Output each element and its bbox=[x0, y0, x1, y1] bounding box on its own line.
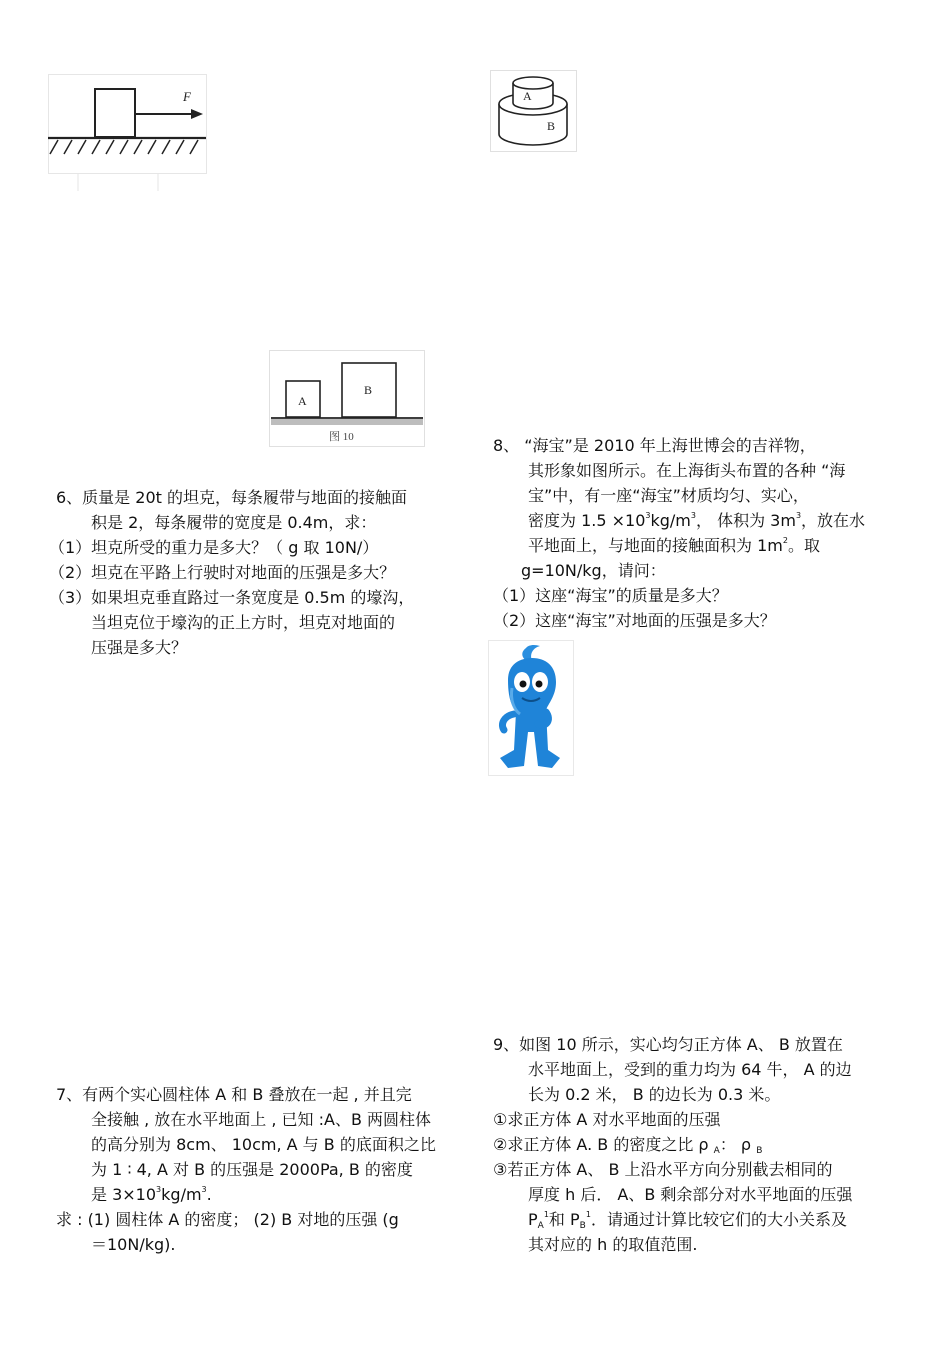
q6-line-5: （3）如果坦克垂直路过一条宽度是 0.5m 的壕沟， bbox=[49, 588, 415, 607]
q6-line-1: 6、质量是 20t 的坦克，每条履带与地面的接触面 bbox=[56, 488, 407, 507]
force-label: F bbox=[183, 89, 191, 104]
question-7 bbox=[56, 1082, 436, 1257]
q9-line-5: ②求正方体 A. B 的密度之比 ρ $_A$： ρ $_B$ bbox=[493, 1135, 763, 1156]
q6-line-3: （1）坦克所受的重力是多大？（ g 取 10N/） bbox=[49, 538, 379, 557]
q8-line-6: g=10N/kg，请问： bbox=[521, 561, 666, 580]
q9-line-9: 其对应的 h 的取值范围. bbox=[528, 1235, 698, 1254]
q9-line-4: ①求正方体 A 对水平地面的压强 bbox=[493, 1110, 721, 1129]
q8-line-1: 8、 “海宝”是 2010 年上海世博会的吉祥物， bbox=[493, 436, 816, 455]
stacked-cylinders-figure bbox=[490, 70, 577, 152]
cylinder-b-label: B bbox=[547, 119, 556, 133]
q9-line-3: 长为 0.2 米， B 的边长为 0.3 米。 bbox=[528, 1085, 781, 1104]
cylinder-a-label: A bbox=[523, 89, 532, 103]
q6-line-4: （2）坦克在平路上行驶时对地面的压强是多大？ bbox=[49, 563, 396, 582]
q7-line-3: 的高分别为 8cm、 10cm, A 与 B 的底面积之比 bbox=[91, 1135, 436, 1154]
q9-line-8: $P_A^1$和 $P_B^1$．请通过计算比较它们的大小关系及 bbox=[528, 1210, 847, 1231]
q6-line-7: 压强是多大？ bbox=[91, 638, 188, 657]
question-8 bbox=[493, 433, 865, 633]
q7-line-7: ＝10N/kg). bbox=[91, 1235, 176, 1254]
q7-line-5: 是 $3\times 10^3kg/m^3$. bbox=[91, 1185, 212, 1204]
figure-caption: 图 10 bbox=[329, 431, 354, 443]
haibao-mascot-image bbox=[488, 640, 574, 776]
block-force-figure bbox=[48, 74, 208, 192]
q9-line-2: 水平地面上，受到的重力均为 64 牛， A 的边 bbox=[528, 1060, 852, 1079]
q8-line-5: 平地面上，与地面的接触面积为 $1m^2$。取 bbox=[528, 536, 820, 555]
cube-b-label: B bbox=[364, 383, 373, 397]
q9-line-6: ③若正方体 A、 B 上沿水平方向分别截去相同的 bbox=[493, 1160, 833, 1179]
q6-line-2: 积是 2，每条履带的宽度是 0.4m，求： bbox=[91, 513, 377, 532]
q8-line-2: 其形象如图所示。在上海街头布置的各种 “海 bbox=[528, 461, 846, 480]
q7-line-6: 求 : (1) 圆柱体 A 的密度； (2) B 对地的压强 (g bbox=[56, 1210, 399, 1229]
cube-a-label: A bbox=[298, 394, 307, 408]
q7-line-4: 为 1 ∶ 4, A 对 B 的压强是 2000Pa, B 的密度 bbox=[91, 1160, 413, 1179]
q8-line-7: （1）这座“海宝”的质量是多大？ bbox=[493, 586, 728, 605]
q8-line-8: （2）这座“海宝”对地面的压强是多大？ bbox=[493, 611, 776, 630]
q8-line-3: 宝”中，有一座“海宝”材质均匀、实心， bbox=[528, 486, 809, 505]
question-6 bbox=[49, 485, 415, 660]
question-9 bbox=[493, 1032, 852, 1257]
q9-line-7: 厚度 h 后． A、B 剩余部分对水平地面的压强 bbox=[528, 1185, 853, 1204]
q6-line-6: 当坦克位于壕沟的正上方时，坦克对地面的 bbox=[91, 613, 396, 632]
q8-line-4: 密度为 $1.5 \times 10^3kg/m^3$， 体积为 $3m^3$，放在水 bbox=[528, 511, 866, 530]
q7-line-1: 7、有两个实心圆柱体 A 和 B 叠放在一起 , 并且完 bbox=[56, 1085, 412, 1104]
q9-line-1: 9、如图 10 所示，实心均匀正方体 A、 B 放置在 bbox=[493, 1035, 843, 1054]
q7-line-2: 全接触 , 放在水平地面上 , 已知 :A、B 两圆柱体 bbox=[91, 1110, 432, 1129]
two-cubes-figure bbox=[269, 350, 426, 448]
